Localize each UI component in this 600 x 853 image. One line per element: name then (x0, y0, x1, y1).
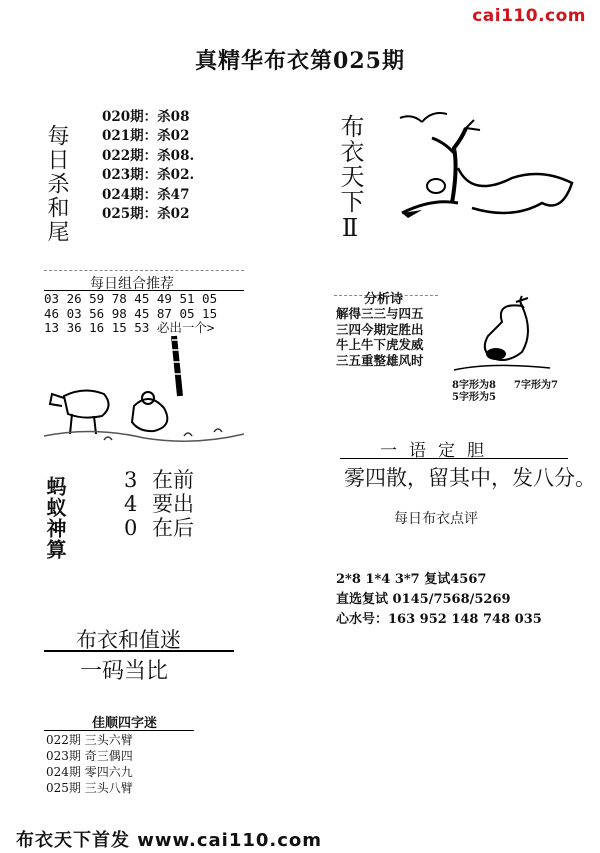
four-char-row: 022期 三头六臂 (46, 733, 133, 747)
review-list (336, 570, 542, 630)
poem-line: 三五重整雄风时 (336, 352, 424, 368)
combo-row: 13 36 16 15 53 必出一个> (44, 320, 215, 335)
poem-line: 解得三三与四五 (336, 306, 424, 321)
farmer-ox-illustration (44, 336, 244, 448)
four-char-row: 024期 零四六九 (46, 765, 133, 779)
ant-position: 要出 (152, 492, 194, 516)
footer-text: 布衣天下首发 www.cai110.com (16, 830, 323, 851)
kill-tail-row: 021期：杀02 (102, 128, 190, 145)
four-char-rule (44, 730, 194, 731)
combo-row: 46 03 56 98 45 87 05 15 (44, 305, 218, 321)
four-char-row: 023期 奇三偶四 (46, 749, 133, 763)
ant-row (124, 516, 194, 540)
shape-note-7: 7字形为7 (514, 380, 558, 391)
review-heading: 每日布衣点评 (394, 511, 478, 527)
figure-sketch-illustration (452, 292, 552, 372)
ant-heading: 蚂蚁神算 (43, 476, 67, 560)
kill-tail-list (102, 108, 194, 224)
four-char-list (46, 732, 133, 796)
ant-position: 在前 (152, 468, 194, 492)
ant-row (124, 468, 194, 492)
one-word-heading: 一语定胆 (380, 441, 496, 461)
riddle-rule (44, 650, 234, 652)
four-char-row: 025期 三头八臂 (46, 781, 133, 795)
riddle-answer: 一码当比 (80, 659, 169, 684)
analysis-poem (336, 306, 424, 368)
kill-tail-row: 024期：杀47 (102, 186, 190, 203)
kill-tail-row: 022期：杀08. (102, 147, 195, 164)
riddle-title: 布衣和值迷 (76, 628, 181, 652)
combo-heading: 每日组合推荐 (90, 276, 174, 292)
poem-line: 三四今期定胜出 (336, 321, 424, 337)
kill-tail-heading: 每日杀和尾 (44, 124, 69, 244)
combo-row: 03 26 59 78 45 49 51 05 (44, 291, 218, 306)
shape-note-8: 8字形为8 (452, 380, 496, 391)
shape-note-5: 5字形为5 (452, 392, 496, 403)
kill-tail-row: 025期：杀02 (102, 206, 190, 223)
ant-digit: 4 (124, 492, 138, 516)
combo-list (44, 292, 217, 336)
ant-row (124, 492, 194, 516)
site-watermark: cai110.com (472, 6, 586, 26)
one-word-rule (340, 458, 568, 459)
review-line: 心水号：163 952 148 748 035 (336, 612, 542, 627)
review-line: 2*8 1*4 3*7 复试4567 (336, 572, 487, 587)
page-title: 真精华布衣第025期 (195, 48, 405, 74)
one-word-text: 雾四散，留其中，发八分。 (344, 466, 596, 490)
buyi-heading: 布衣天下Ⅱ (336, 114, 364, 243)
ant-digit: 3 (124, 468, 138, 492)
kill-tail-row: 020期：杀08 (102, 109, 190, 125)
ant-list (124, 468, 194, 540)
review-line: 直选复试 0145/7568/5269 (336, 592, 511, 607)
kill-tail-row: 023期：杀02. (102, 167, 195, 184)
ant-position: 在后 (152, 516, 194, 540)
poem-line: 牛上牛下虎发威 (336, 337, 424, 352)
tree-sketch-illustration (392, 108, 592, 223)
ant-digit: 0 (124, 516, 138, 540)
analysis-heading: 分析诗 (364, 292, 404, 307)
four-char-heading: 佳顺四字迷 (92, 716, 158, 731)
